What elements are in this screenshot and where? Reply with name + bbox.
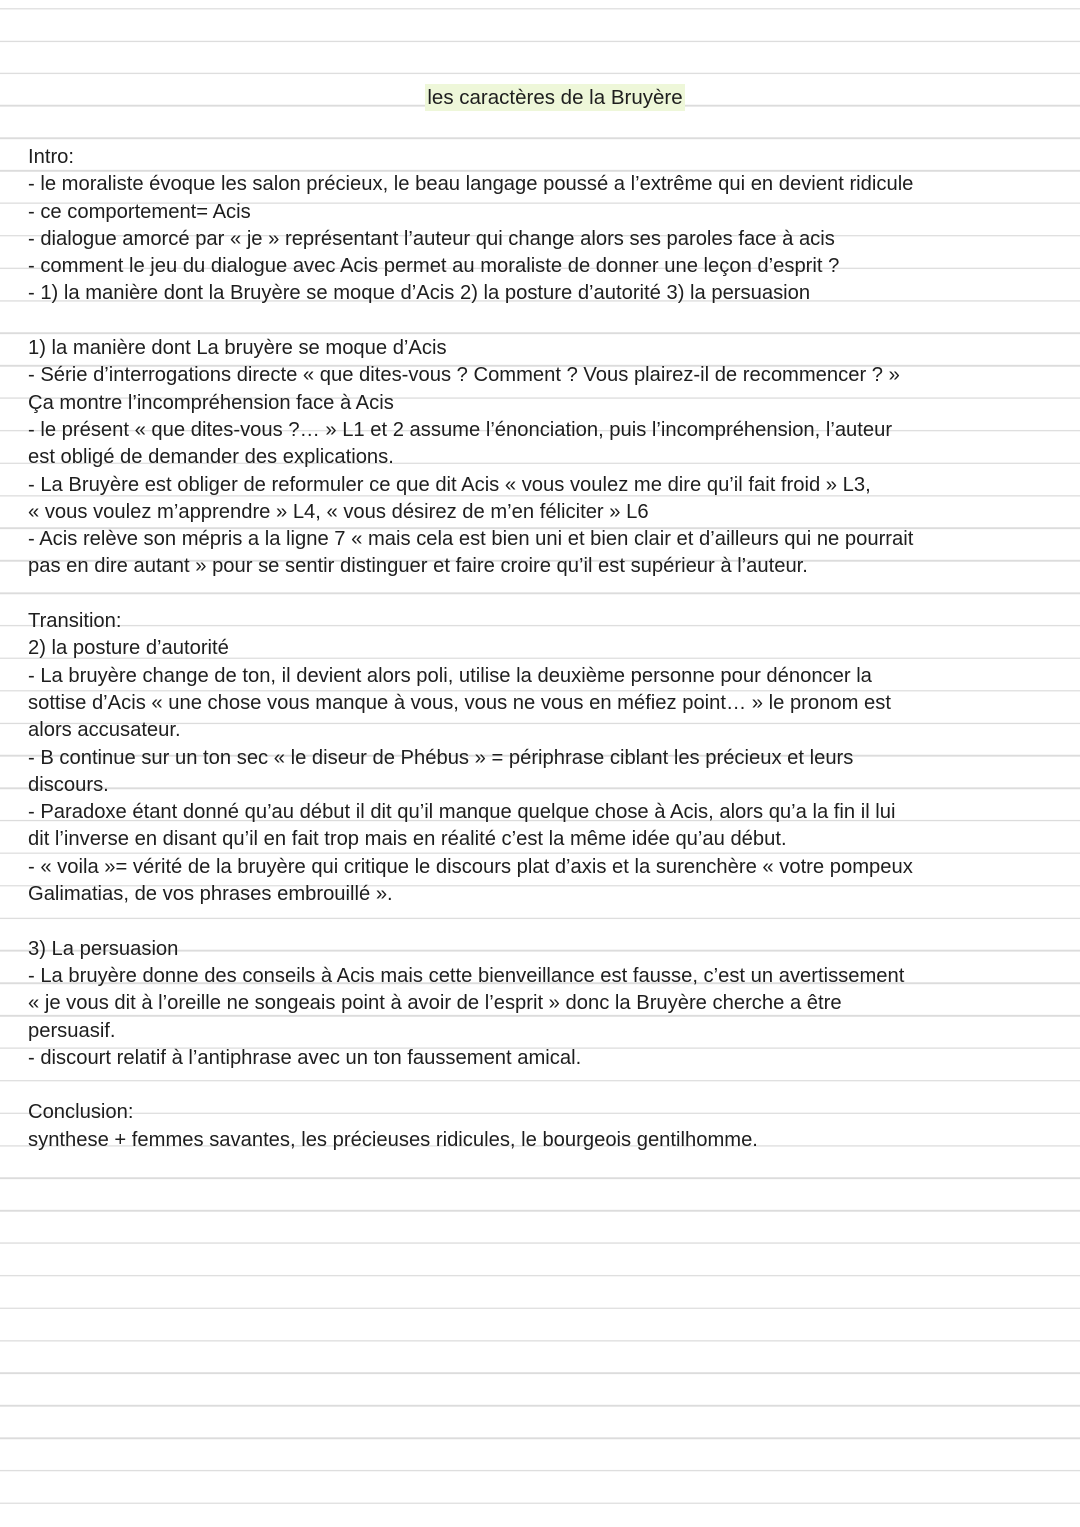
blank-line [28, 1072, 1074, 1099]
notes-body [28, 144, 1074, 1154]
part1-line: est obligé de demander des explications. [28, 446, 394, 469]
intro-heading: Intro: [28, 146, 75, 168]
page-title: les caractères de la Bruyère [427, 86, 683, 109]
part2-line: dit l’inverse en disant qu’il en fait trop mais en réalité c’est la même idée qu’au début. [28, 828, 787, 851]
title-container [0, 84, 1080, 111]
part3-line: - La bruyère donne des conseils à Acis mais cette bienveillance est fausse, c’est un avertissement [28, 964, 905, 987]
intro-line: - dialogue amorcé par « je » représentant l’auteur qui change alors ses paroles face à acis [28, 227, 835, 250]
part2-line: - Paradoxe étant donné qu’au début il dit qu’il manque quelque chose à Acis, alors qu’a la fin il lui [28, 801, 896, 824]
part2-line: - « voila »= vérité de la bruyère qui critique le discours plat d’axis et la surenchère « votre pompeux [28, 855, 913, 878]
conclusion-line: synthese + femmes savantes, les précieuses ridicules, le bourgeois gentilhomme. [28, 1128, 758, 1151]
part2-line: sottise d’Acis « une chose vous manque à vous, vous ne vous en méfiez point… » le pronom est [28, 691, 891, 714]
blank-line [28, 908, 1074, 935]
part1-line: Ça montre l’incompréhension face à Acis [28, 391, 394, 414]
part1-section [28, 335, 1074, 581]
part2-line: - La bruyère change de ton, il devient alors poli, utilise la deuxième personne pour dénoncer la [28, 664, 872, 687]
part3-line: persuasif. [28, 1019, 116, 1042]
part2-heading: 2) la posture d’autorité [28, 637, 229, 660]
part2-section [28, 608, 1074, 908]
blank-line [28, 581, 1074, 608]
blank-line [28, 308, 1074, 335]
conclusion-heading: Conclusion: [28, 1101, 134, 1124]
part2-line: alors accusateur. [28, 719, 181, 742]
part2-line: discours. [28, 773, 109, 796]
intro-line: - ce comportement= Acis [28, 200, 251, 223]
intro-section [28, 144, 1074, 308]
part2-line: Galimatias, de vos phrases embrouillé ». [28, 883, 393, 906]
part3-line: « je vous dit à l’oreille ne songeais point à avoir de l’esprit » donc la Bruyère cherche a être [28, 992, 842, 1015]
part3-line: - discourt relatif à l’antiphrase avec un ton faussement amical. [28, 1046, 582, 1069]
part1-line: - le présent « que dites-vous ?… » L1 et 2 assume l’énonciation, puis l’incompréhension, l’auteur [28, 418, 893, 441]
intro-line: - le moraliste évoque les salon précieux, le beau langage poussé a l’extrême qui en devient ridicule [28, 173, 914, 196]
transition-heading: Transition: [28, 610, 122, 633]
conclusion-section [28, 1099, 1074, 1154]
intro-line: - 1) la manière dont la Bruyère se moque d’Acis 2) la posture d’autorité 3) la persuasion [28, 282, 811, 305]
intro-line: - comment le jeu du dialogue avec Acis permet au moraliste de donner une leçon d’esprit ? [28, 255, 840, 278]
part3-heading: 3) La persuasion [28, 937, 179, 960]
part1-line: - Acis relève son mépris a la ligne 7 « mais cela est bien uni et bien clair et d’ailleurs qui ne pourrait [28, 528, 914, 551]
part2-line: - B continue sur un ton sec « le diseur de Phébus » = périphrase ciblant les précieux et leurs [28, 746, 854, 769]
part1-heading: 1) la manière dont La bruyère se moque d’Acis [28, 337, 447, 360]
part3-section [28, 936, 1074, 1072]
part1-line: - La Bruyère est obliger de reformuler ce que dit Acis « vous voulez me dire qu’il fait froid » L3, [28, 473, 871, 496]
part1-line: - Série d’interrogations directe « que dites-vous ? Comment ? Vous plairez-il de recommencer ? » [28, 364, 900, 387]
part1-line: pas en dire autant » pour se sentir distinguer et faire croire qu’il est supérieur à l’auteur. [28, 555, 808, 578]
part1-line: « vous voulez m’apprendre » L4, « vous désirez de m’en féliciter » L6 [28, 500, 649, 523]
